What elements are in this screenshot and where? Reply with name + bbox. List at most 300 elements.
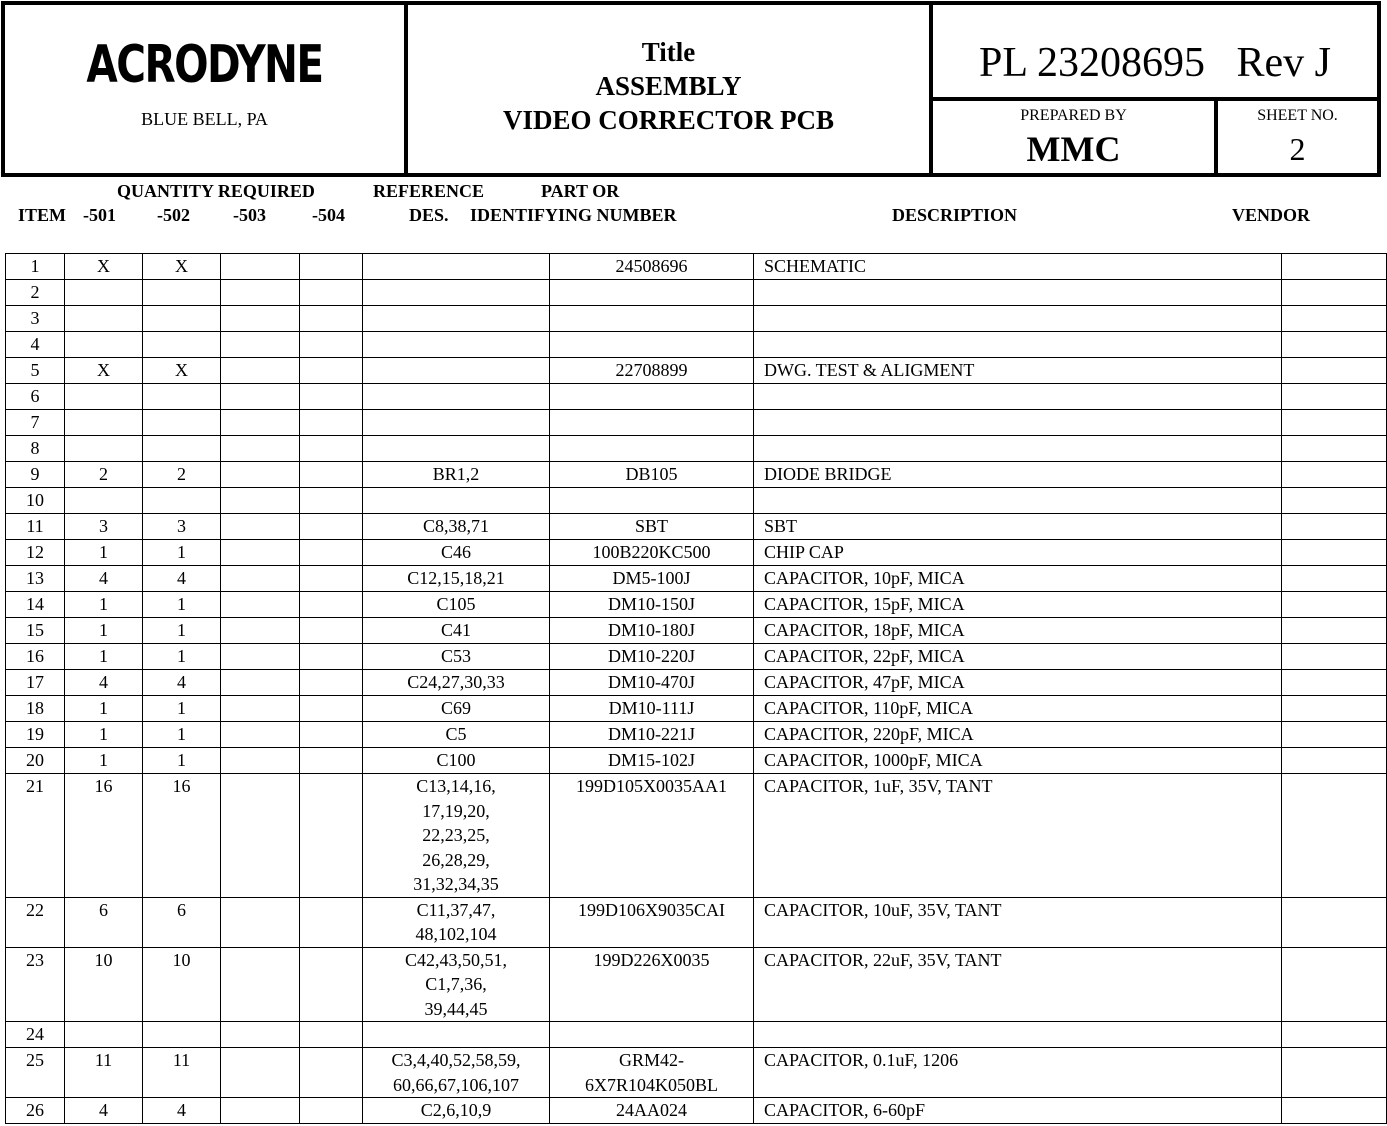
qty-503-cell — [221, 462, 300, 488]
part-number-line: DM10-221J — [607, 724, 695, 744]
qty-504-cell — [300, 748, 363, 774]
part-number-line: DB105 — [625, 464, 678, 484]
qty-501-cell — [65, 1022, 143, 1048]
title-line-1: ASSEMBLY — [595, 71, 742, 101]
reference-des-cell — [363, 1048, 550, 1098]
qty-501-cell — [65, 436, 143, 462]
item-cell: 21 — [6, 774, 65, 898]
qty-504-cell — [300, 514, 363, 540]
title-cell — [408, 5, 933, 173]
qty-502-cell: 11 — [143, 1048, 221, 1098]
qty-504-cell — [300, 306, 363, 332]
qty-501-cell: X — [65, 358, 143, 384]
qty-504-cell — [300, 722, 363, 748]
vendor-cell — [1282, 462, 1387, 488]
reference-des-line: C2,6,10,9 — [420, 1100, 492, 1120]
description-cell: CAPACITOR, 18pF, MICA — [754, 618, 1282, 644]
vendor-cell — [1282, 540, 1387, 566]
company-logo: ACRODYNE — [86, 35, 323, 95]
item-cell: 14 — [6, 592, 65, 618]
description-cell — [754, 280, 1282, 306]
qty-501-cell — [65, 384, 143, 410]
header-qty-502: -502 — [157, 205, 190, 225]
vendor-cell — [1282, 592, 1387, 618]
reference-des-line: C100 — [436, 750, 476, 770]
part-number-line: 199D226X0035 — [593, 949, 710, 970]
header-identifying-number: IDENTIFYING NUMBER — [470, 205, 677, 225]
vendor-cell — [1282, 566, 1387, 592]
reference-des-cell — [363, 462, 550, 488]
qty-503-cell — [221, 332, 300, 358]
qty-503-cell — [221, 488, 300, 514]
reference-des-cell — [363, 1022, 550, 1048]
qty-502-cell — [143, 332, 221, 358]
title-line-2: VIDEO CORRECTOR PCB — [502, 105, 835, 135]
part-number-cell — [550, 280, 754, 306]
vendor-cell — [1282, 488, 1387, 514]
qty-503-cell — [221, 618, 300, 644]
part-number-cell — [550, 748, 754, 774]
description-cell: CAPACITOR, 0.1uF, 1206 — [754, 1048, 1282, 1098]
description-cell: CAPACITOR, 220pF, MICA — [754, 722, 1282, 748]
header-vendor: VENDOR — [1232, 205, 1311, 225]
reference-des-cell — [363, 748, 550, 774]
qty-503-cell — [221, 774, 300, 898]
title-label: Title — [641, 37, 696, 67]
table-row — [6, 280, 1387, 306]
table-row — [6, 1098, 1387, 1124]
part-number-line: DM10-220J — [607, 646, 695, 666]
header-part-or: PART OR — [541, 181, 620, 201]
reference-des-cell — [363, 540, 550, 566]
description-cell: CAPACITOR, 1uF, 35V, TANT — [754, 774, 1282, 898]
reference-des-cell — [363, 280, 550, 306]
part-number-line: 199D106X9035CAI — [578, 899, 725, 920]
qty-501-cell — [65, 306, 143, 332]
table-row — [6, 670, 1387, 696]
table-row — [6, 436, 1387, 462]
qty-501-cell — [65, 280, 143, 306]
qty-501-cell: 10 — [65, 947, 143, 1022]
qty-502-cell: 2 — [143, 462, 221, 488]
reference-des-cell — [363, 947, 550, 1022]
reference-des-cell — [363, 696, 550, 722]
item-cell: 16 — [6, 644, 65, 670]
item-cell: 22 — [6, 897, 65, 947]
part-number-line: 22708899 — [615, 360, 688, 380]
qty-503-cell — [221, 384, 300, 410]
qty-504-cell — [300, 280, 363, 306]
vendor-cell — [1282, 358, 1387, 384]
part-number-cell — [550, 1098, 754, 1124]
qty-502-cell: 4 — [143, 566, 221, 592]
qty-502-cell: 1 — [143, 592, 221, 618]
header-qty-501: -501 — [83, 205, 116, 225]
qty-503-cell — [221, 722, 300, 748]
qty-502-cell — [143, 280, 221, 306]
part-number-cell — [550, 592, 754, 618]
qty-503-cell — [221, 592, 300, 618]
qty-501-cell: 1 — [65, 540, 143, 566]
item-cell: 9 — [6, 462, 65, 488]
sheet-number-label: SHEET NO. — [1257, 107, 1338, 124]
reference-des-line: 22,23,25, — [422, 825, 490, 845]
part-number-line: DM10-470J — [607, 672, 695, 692]
reference-des-cell — [363, 644, 550, 670]
table-row — [6, 1048, 1387, 1098]
qty-502-cell: 1 — [143, 540, 221, 566]
qty-502-cell: X — [143, 358, 221, 384]
part-number-cell — [550, 540, 754, 566]
table-row — [6, 540, 1387, 566]
part-number-cell — [550, 1022, 754, 1048]
part-number-cell — [550, 514, 754, 540]
reference-des-cell — [363, 254, 550, 280]
vendor-cell — [1282, 670, 1387, 696]
table-row — [6, 306, 1387, 332]
qty-503-cell — [221, 358, 300, 384]
company-cell — [5, 5, 408, 173]
table-row — [6, 722, 1387, 748]
part-number-line: GRM42- — [618, 1050, 684, 1070]
item-cell: 11 — [6, 514, 65, 540]
part-number-cell — [550, 1048, 754, 1098]
qty-502-cell: 4 — [143, 670, 221, 696]
header-reference: REFERENCE — [373, 181, 485, 201]
part-number-cell — [550, 410, 754, 436]
reference-des-cell — [363, 306, 550, 332]
qty-503-cell — [221, 1098, 300, 1124]
reference-des-cell — [363, 566, 550, 592]
table-row — [6, 566, 1387, 592]
reference-des-cell — [363, 332, 550, 358]
reference-des-line: C5 — [445, 724, 467, 744]
qty-504-cell — [300, 897, 363, 947]
qty-504-cell — [300, 488, 363, 514]
table-row — [6, 947, 1387, 1022]
reference-des-line: C24,27,30,33 — [407, 672, 505, 692]
item-cell: 7 — [6, 410, 65, 436]
qty-504-cell — [300, 384, 363, 410]
vendor-cell — [1282, 384, 1387, 410]
qty-504-cell — [300, 1048, 363, 1098]
part-number-cell — [550, 774, 754, 898]
qty-501-cell: X — [65, 254, 143, 280]
table-row — [6, 618, 1387, 644]
qty-503-cell — [221, 748, 300, 774]
qty-502-cell: 4 — [143, 1098, 221, 1124]
reference-des-line: 17,19,20, — [422, 800, 490, 821]
qty-501-cell: 1 — [65, 748, 143, 774]
reference-des-cell — [363, 592, 550, 618]
reference-des-cell — [363, 722, 550, 748]
description-cell: CAPACITOR, 1000pF, MICA — [754, 748, 1282, 774]
description-cell: SCHEMATIC — [754, 254, 1282, 280]
vendor-cell — [1282, 947, 1387, 1022]
qty-504-cell — [300, 1022, 363, 1048]
part-number-cell — [550, 358, 754, 384]
reference-des-cell — [363, 410, 550, 436]
reference-des-cell — [363, 618, 550, 644]
qty-502-cell: 3 — [143, 514, 221, 540]
prepared-by-label: PREPARED BY — [1020, 107, 1127, 124]
vendor-cell — [1282, 696, 1387, 722]
description-cell — [754, 1022, 1282, 1048]
table-row — [6, 774, 1387, 898]
item-cell: 8 — [6, 436, 65, 462]
reference-des-cell — [363, 384, 550, 410]
qty-501-cell: 1 — [65, 618, 143, 644]
qty-502-cell: 6 — [143, 897, 221, 947]
qty-501-cell: 11 — [65, 1048, 143, 1098]
qty-501-cell: 1 — [65, 722, 143, 748]
vendor-cell — [1282, 436, 1387, 462]
part-number-line: DM5-100J — [612, 568, 691, 588]
table-row — [6, 384, 1387, 410]
qty-503-cell — [221, 254, 300, 280]
reference-des-line: C42,43,50,51, — [404, 949, 507, 970]
qty-504-cell — [300, 618, 363, 644]
item-cell: 5 — [6, 358, 65, 384]
item-cell: 10 — [6, 488, 65, 514]
part-number-cell — [550, 332, 754, 358]
reference-des-line: C105 — [436, 594, 476, 614]
description-cell — [754, 410, 1282, 436]
part-number-line: DM10-111J — [608, 698, 695, 718]
part-list-number: PL 23208695 Rev J — [979, 40, 1331, 86]
qty-504-cell — [300, 696, 363, 722]
description-cell — [754, 384, 1282, 410]
sheet-number-cell — [1218, 101, 1377, 173]
table-row — [6, 254, 1387, 280]
part-number-cell — [550, 696, 754, 722]
table-row — [6, 488, 1387, 514]
qty-502-cell — [143, 384, 221, 410]
reference-des-line: BR1,2 — [432, 464, 480, 484]
part-number-line: SBT — [634, 516, 668, 536]
vendor-cell — [1282, 254, 1387, 280]
qty-502-cell — [143, 306, 221, 332]
item-cell: 25 — [6, 1048, 65, 1098]
qty-504-cell — [300, 358, 363, 384]
item-cell: 23 — [6, 947, 65, 1022]
qty-502-cell: X — [143, 254, 221, 280]
qty-504-cell — [300, 254, 363, 280]
title-block — [1, 1, 1381, 177]
qty-501-cell: 1 — [65, 644, 143, 670]
description-cell — [754, 332, 1282, 358]
description-cell: CAPACITOR, 6-60pF — [754, 1098, 1282, 1124]
item-cell: 26 — [6, 1098, 65, 1124]
vendor-cell — [1282, 722, 1387, 748]
item-cell: 20 — [6, 748, 65, 774]
qty-504-cell — [300, 774, 363, 898]
qty-503-cell — [221, 696, 300, 722]
part-number-line: 24AA024 — [616, 1100, 687, 1120]
reference-des-line: C53 — [440, 646, 471, 666]
qty-501-cell: 4 — [65, 1098, 143, 1124]
part-number-cell — [550, 384, 754, 410]
vendor-cell — [1282, 410, 1387, 436]
prepared-by-value: MMC — [1026, 129, 1121, 169]
table-row — [6, 462, 1387, 488]
part-number-cell — [550, 644, 754, 670]
reference-des-line: C13,14,16, — [416, 776, 496, 796]
qty-504-cell — [300, 410, 363, 436]
qty-501-cell — [65, 410, 143, 436]
item-cell: 12 — [6, 540, 65, 566]
reference-des-cell — [363, 358, 550, 384]
qty-504-cell — [300, 644, 363, 670]
qty-503-cell — [221, 410, 300, 436]
table-row — [6, 748, 1387, 774]
qty-503-cell — [221, 1048, 300, 1098]
qty-504-cell — [300, 1098, 363, 1124]
qty-502-cell — [143, 436, 221, 462]
header-quantity-required: QUANTITY REQUIRED — [117, 181, 315, 201]
part-number-line: DM10-150J — [607, 594, 695, 614]
qty-503-cell — [221, 436, 300, 462]
reference-des-cell — [363, 514, 550, 540]
part-number-cell — [550, 897, 754, 947]
item-cell: 6 — [6, 384, 65, 410]
qty-503-cell — [221, 514, 300, 540]
qty-501-cell: 6 — [65, 897, 143, 947]
item-cell: 1 — [6, 254, 65, 280]
vendor-cell — [1282, 1098, 1387, 1124]
prepared-by-cell — [933, 101, 1218, 173]
reference-des-line: C69 — [440, 698, 471, 718]
qty-502-cell: 1 — [143, 696, 221, 722]
part-number-cell — [550, 488, 754, 514]
qty-504-cell — [300, 540, 363, 566]
qty-501-cell — [65, 488, 143, 514]
vendor-cell — [1282, 618, 1387, 644]
table-row — [6, 1022, 1387, 1048]
parts-table-body — [6, 254, 1387, 1124]
header-item: ITEM — [18, 205, 67, 225]
description-cell — [754, 306, 1282, 332]
qty-502-cell: 1 — [143, 618, 221, 644]
qty-504-cell — [300, 947, 363, 1022]
reference-des-cell — [363, 774, 550, 898]
reference-des-line: C8,38,71 — [422, 516, 489, 536]
qty-504-cell — [300, 436, 363, 462]
description-cell: DWG. TEST & ALIGMENT — [754, 358, 1282, 384]
part-number-cell — [550, 306, 754, 332]
description-cell: CAPACITOR, 22uF, 35V, TANT — [754, 947, 1282, 1022]
qty-501-cell: 4 — [65, 670, 143, 696]
qty-503-cell — [221, 306, 300, 332]
reference-des-line: 60,66,67,106,107 — [393, 1074, 519, 1095]
description-cell: CAPACITOR, 15pF, MICA — [754, 592, 1282, 618]
header-description: DESCRIPTION — [892, 205, 1018, 225]
qty-501-cell: 16 — [65, 774, 143, 898]
item-cell: 17 — [6, 670, 65, 696]
qty-502-cell: 10 — [143, 947, 221, 1022]
part-number-cell — [550, 670, 754, 696]
part-list-number-cell — [933, 5, 1377, 101]
qty-502-cell: 1 — [143, 748, 221, 774]
table-row — [6, 332, 1387, 358]
vendor-cell — [1282, 748, 1387, 774]
table-row — [6, 644, 1387, 670]
description-cell: SBT — [754, 514, 1282, 540]
reference-des-line: C1,7,36, — [425, 974, 487, 994]
part-number-line: 24508696 — [615, 256, 688, 276]
description-cell: CAPACITOR, 10pF, MICA — [754, 566, 1282, 592]
reference-des-cell — [363, 488, 550, 514]
vendor-cell — [1282, 897, 1387, 947]
description-cell — [754, 488, 1282, 514]
qty-501-cell: 1 — [65, 696, 143, 722]
part-number-cell — [550, 566, 754, 592]
qty-503-cell — [221, 897, 300, 947]
item-cell: 4 — [6, 332, 65, 358]
item-cell: 2 — [6, 280, 65, 306]
qty-502-cell: 1 — [143, 722, 221, 748]
table-row — [6, 897, 1387, 947]
part-number-cell — [550, 618, 754, 644]
reference-des-line: C3,4,40,52,58,59, — [391, 1050, 521, 1070]
vendor-cell — [1282, 280, 1387, 306]
qty-502-cell: 16 — [143, 774, 221, 898]
qty-503-cell — [221, 670, 300, 696]
qty-502-cell — [143, 488, 221, 514]
company-location: BLUE BELL, PA — [141, 109, 268, 129]
qty-503-cell — [221, 1022, 300, 1048]
qty-502-cell: 1 — [143, 644, 221, 670]
vendor-cell — [1282, 1022, 1387, 1048]
item-cell: 15 — [6, 618, 65, 644]
part-number-line: 6X7R104K050BL — [584, 1074, 718, 1095]
vendor-cell — [1282, 1048, 1387, 1098]
description-cell: CAPACITOR, 47pF, MICA — [754, 670, 1282, 696]
header-qty-504: -504 — [312, 205, 345, 225]
qty-503-cell — [221, 540, 300, 566]
description-cell — [754, 436, 1282, 462]
item-cell: 24 — [6, 1022, 65, 1048]
vendor-cell — [1282, 332, 1387, 358]
qty-503-cell — [221, 947, 300, 1022]
description-cell: CAPACITOR, 22pF, MICA — [754, 644, 1282, 670]
qty-501-cell: 1 — [65, 592, 143, 618]
table-row — [6, 514, 1387, 540]
vendor-cell — [1282, 514, 1387, 540]
qty-503-cell — [221, 644, 300, 670]
description-cell: DIODE BRIDGE — [754, 462, 1282, 488]
part-number-cell — [550, 947, 754, 1022]
reference-des-line: 26,28,29, — [422, 849, 490, 870]
vendor-cell — [1282, 306, 1387, 332]
qty-501-cell: 2 — [65, 462, 143, 488]
vendor-cell — [1282, 774, 1387, 898]
qty-504-cell — [300, 592, 363, 618]
part-number-line: DM10-180J — [607, 620, 695, 640]
qty-502-cell — [143, 410, 221, 436]
qty-501-cell: 3 — [65, 514, 143, 540]
qty-504-cell — [300, 670, 363, 696]
reference-des-line: C46 — [440, 542, 471, 562]
reference-des-line: 31,32,34,35 — [413, 874, 499, 894]
qty-503-cell — [221, 280, 300, 306]
part-number-cell — [550, 254, 754, 280]
reference-des-cell — [363, 1098, 550, 1124]
description-cell: CAPACITOR, 10uF, 35V, TANT — [754, 897, 1282, 947]
header-des: DES. — [409, 205, 449, 225]
part-number-line: 199D105X0035AA1 — [576, 776, 727, 796]
qty-501-cell — [65, 332, 143, 358]
